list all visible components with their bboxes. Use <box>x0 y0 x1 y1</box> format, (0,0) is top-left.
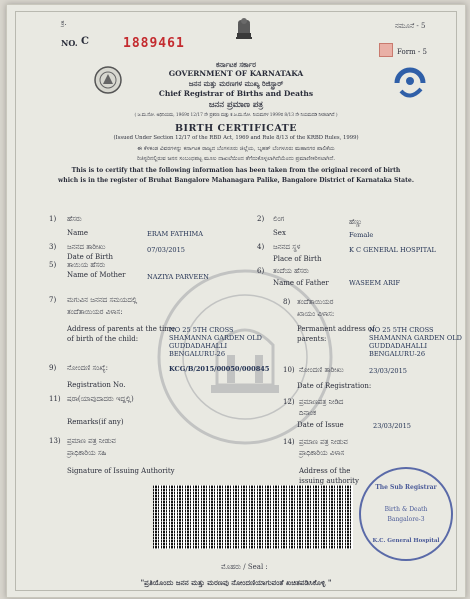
birth-address-line-3: GUDDADAHALLI <box>169 342 228 350</box>
field-8-label-en-2: parents: <box>297 335 327 343</box>
field-14-label-en-1: Address of the <box>299 467 351 475</box>
field-2-num: 2) <box>257 215 265 223</box>
field-14-label-en-2: issuing authority <box>299 477 359 485</box>
date-of-issue-value: 23/03/2015 <box>373 422 412 430</box>
field-10-label-en: Date of Registration: <box>297 382 372 390</box>
field-7-num: 7) <box>49 296 57 304</box>
sex-value: Female <box>349 231 374 239</box>
stamp-line-1: The Sub Registrar <box>375 484 437 491</box>
corner-stamp <box>379 43 393 57</box>
sex-value-kn: ಹೆಣ್ಣು <box>349 218 363 226</box>
field-13-num: 13) <box>49 437 61 445</box>
form-kn: ನಮೂನೆ - 5 <box>395 22 426 30</box>
field-5-label-kn: ತಾಯಿಯ ಹೆಸರು <box>67 261 106 269</box>
field-11-label-kn: ಷರಾ(ಯಾವುದಾದರು ಇದ್ದಲ್ಲಿ) <box>67 395 134 403</box>
field-5-num: 5) <box>49 261 57 269</box>
field-2-label-en: Sex <box>273 229 286 237</box>
certificate-title-kn: ಜನನ ಪ್ರಮಾಣ ಪತ್ರ <box>208 100 264 110</box>
field-1-label-kn: ಹೆಸರು <box>67 215 82 223</box>
name-value: ERAM FATHIMA <box>147 230 204 238</box>
field-12-label-en: Date of Issue <box>297 421 344 429</box>
field-12-num: 12) <box>283 398 295 406</box>
form-en: Form - 5 <box>397 48 427 56</box>
govt-kn: ಕರ್ನಾಟಕ ಸರ್ಕಾರ <box>216 60 256 69</box>
mother-name-value: NAZIYA PARVEEN <box>147 273 209 281</box>
field-8-label-en-1: Permanent address of <box>297 325 375 333</box>
stamp-line-4: K.C. General Hospital <box>372 538 440 544</box>
registrar-kn: ಜನನ ಮತ್ತು ಮರಣಗಳ ಮುಖ್ಯ ರಿಜಿಸ್ಟ್ರಾರ್ <box>188 79 284 88</box>
field-9-label-kn: ನೋಂದಣಿ ಸಂಖ್ಯೆ: <box>67 364 108 372</box>
stamp-line-2: Birth & Death <box>384 506 428 513</box>
permanent-address-line-3: GUDDADAHALLI <box>369 342 428 350</box>
field-8-num: 8) <box>283 298 291 306</box>
birth-address-line-4: BENGALURU-26 <box>169 350 226 358</box>
field-12-label-kn-2: ದಿನಾಂಕ <box>299 409 317 417</box>
field-2-label-kn: ಲಿಂಗ <box>273 215 285 223</box>
field-8-label-kn-1: ತಂದೆತಾಯಿಯರ <box>297 298 334 306</box>
field-14-label-kn-2: ಪ್ರಾಧಿಕಾರಿಯ ವಿಳಾಸ <box>299 449 345 457</box>
field-5-label-en: Name of Mother <box>67 271 126 279</box>
certificate-title-en: BIRTH CERTIFICATE <box>174 123 297 134</box>
field-7-label-kn-1: ಮಗುವಿನ ಜನನದ ಸಮಯದಲ್ಲಿ <box>67 296 138 304</box>
barcode <box>153 485 353 549</box>
father-name-value: WASEEM ARIF <box>349 279 401 287</box>
birth-certificate <box>6 4 466 598</box>
field-3-label-kn: ಜನನದ ತಾರೀಖು <box>67 243 106 251</box>
certify-kn-line-2: ರಿಜಿಸ್ಟರಿನಲ್ಲಿರುವ ಜನನ ಸಂಬಂಧಪಟ್ಟ ಮೂಲ ದಾಖಲೆಯಿಂದ ತೆಗೆದುಕೊಳ್ಳಲಾಗಿದೆಯೆಂದು ಪ್ರಮಾಣೀಕರಿಸಲಾಗಿದೆ. <box>137 156 335 162</box>
certify-en-line-1: This is to certify that the following information has been taken from the original record of birth <box>71 167 401 174</box>
field-1-label-en: Name <box>67 229 89 237</box>
field-14-num: 14) <box>283 438 295 446</box>
place-of-birth-value: K C GENERAL HOSPITAL <box>349 246 436 254</box>
field-8-label-kn-2: ಖಾಯಂ ವಿಳಾಸ: <box>297 310 335 318</box>
stamp-line-3: Bangalore-3 <box>387 516 425 523</box>
top-left-kn: ಕ್ರ. <box>61 19 67 27</box>
field-14-label-kn-1: ಪ್ರಮಾಣ ಪತ್ರ ನೀಡುವ <box>299 438 348 446</box>
footer-slogan: "ಪ್ರತಿಯೊಂದು ಜನನ ಮತ್ತು ಮರಣವು ನೋಂದಣಿಯಾಗುವಂತೆ ಖಚಿತಪಡಿಸಿಕೊಳ್ಳಿ " <box>140 578 332 587</box>
field-7-label-kn-2: ತಂದೆತಾಯಿಯರ ವಿಳಾಸ: <box>67 308 123 316</box>
field-3-num: 3) <box>49 243 57 251</box>
field-6-label-kn: ತಂದೆಯ ಹೆಸರು <box>273 267 309 275</box>
field-6-num: 6) <box>257 267 265 275</box>
field-13-label-en: Signature of Issuing Authority <box>67 467 175 475</box>
field-4-num: 4) <box>257 243 265 251</box>
birth-address-line-1: NO 25 5TH CROSS <box>169 326 234 334</box>
field-13-label-kn-1: ಪ್ರಮಾಣ ಪತ್ರ ನೀಡುವ <box>67 437 116 445</box>
registrar-en: Chief Registrar of Births and Deaths <box>158 89 314 98</box>
field-9-num: 9) <box>49 364 57 372</box>
field-7-label-en-2: of birth of the child: <box>67 335 139 343</box>
permanent-address-line-4: BENGALURU-26 <box>369 350 426 358</box>
certify-kn-line-1: ಈ ಕೆಳಕಂಡ ವಿವರಗಳನ್ನು ಕರ್ನಾಟಕ ರಾಜ್ಯದ ಬೆಂಗಳೂರು ಜಿಲ್ಲೆಯ, ಬೃಹತ್ ಬೆಂಗಳೂರು ಮಹಾನಗರ ಪಾಲಿಕೆಯ <box>137 146 335 152</box>
field-4-label-en: Place of Birth <box>273 255 322 263</box>
seal-label: ಮೊಹರು / Seal : <box>221 563 268 571</box>
registration-date-value: 23/03/2015 <box>369 367 408 375</box>
field-4-label-kn: ಜನನದ ಸ್ಥಳ <box>273 243 301 251</box>
date-of-birth-value: 07/03/2015 <box>147 246 186 254</box>
field-7-label-en-1: Address of parents at the time <box>67 325 175 333</box>
no-series: C <box>81 36 89 47</box>
field-11-label-en: Remarks(if any) <box>67 418 124 426</box>
field-10-num: 10) <box>283 366 295 374</box>
national-emblem-icon <box>233 15 255 41</box>
field-3-label-en: Date of Birth <box>67 253 114 261</box>
no-label: NO. <box>61 38 78 48</box>
registration-number-value: KCG/B/2015/00050/000845 <box>169 365 270 373</box>
field-1-num: 1) <box>49 215 57 223</box>
permanent-address-line-1: NO 25 5TH CROSS <box>369 326 434 334</box>
birth-address-line-2: SHAMANNA GARDEN OLD <box>169 334 262 342</box>
govt-en: GOVERNMENT OF KARNATAKA <box>168 69 304 78</box>
field-10-label-kn: ನೋಂದಣಿ ತಾರೀಖು <box>299 366 344 374</box>
certificate-number: 1889461 <box>123 36 185 51</box>
field-13-label-kn-2: ಪ್ರಾಧಿಕಾರಿಯ ಸಹಿ <box>67 449 107 457</box>
registrar-stamp <box>359 467 453 561</box>
field-6-label-en: Name of Father <box>273 279 329 287</box>
field-11-num: 11) <box>49 395 61 403</box>
issued-under-kn: ( ಜ.ಮ.ನೋ. ಅಧಿನಿಯಮ, 1969ರ 12/17 ನೇ ಪ್ರಕರಣ ಮತ್ತು ಕ.ಜ.ಮ.ನೋ. ನಿಯಮಗಳ 1999ರ 8/13 ನೇ ನಿಯಮದಡಿ ನೀಡಲಾಗಿದೆ ) <box>134 113 338 118</box>
field-9-label-en: Registration No. <box>67 381 126 389</box>
issued-under-en: (Issued Under Section 12/17 of the RBD Act, 1969 and Rule 8/13 of the KRBD Rules, 1999) <box>113 135 359 141</box>
permanent-address-line-2: SHAMANNA GARDEN OLD <box>369 334 462 342</box>
certify-en-line-2: which is in the register of Bruhat Bangalore Mahanagara Palike, Bangalore District of Karnataka State. <box>58 177 414 184</box>
field-12-label-kn-1: ಪ್ರಮಾಣಪತ್ರ ನೀಡಿದ <box>299 398 344 406</box>
